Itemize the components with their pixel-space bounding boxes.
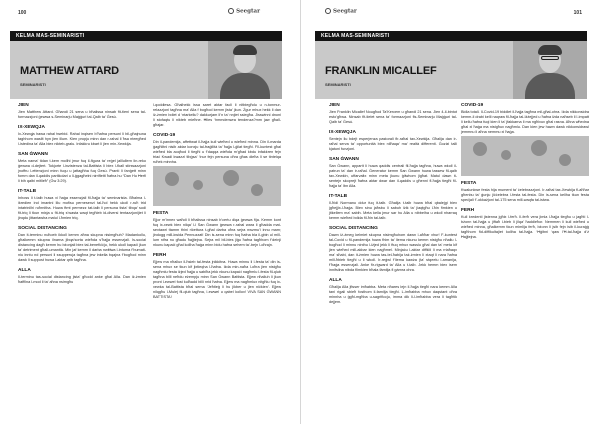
profile-header [10, 41, 282, 99]
section-heading: ALLA [18, 268, 31, 273]
section-heading: ALLA [329, 278, 342, 283]
section-paragraph: Meta nama’ tidan t-kem mollhi jmur fuq il-figura ta’ reġel jalllullern lin-reko ġewwa d-dejtert. Tokjorte l-inzistenza tal-Battista li biex l-fkall stinwazzjoni jnoffru l-ettenzjoni minn fuqu u jattagħha fuq Ġesù. Pranti li fanġett minn fomm dan il-qaddis partikolari u li-ġgagħelni nirrifletti ħafna hu “Dan Hu Ħerfi li bih qalbi mitlieħ” (Ġw 3:29). [18, 159, 146, 183]
magazine-logo [325, 8, 357, 15]
profile-role: SEMINARISTI [325, 82, 351, 87]
section-heading: SOCIAL DISTANCING [329, 226, 378, 231]
section-paragraph: Jien Franklin Micallef Nougħod Ta’Kercem u għandi 21 sena. Jien 4-il-bintot esto’għwa. Ninsab fit-tielet sena ta’ formazzjoni fis-Seminarju Maġġuri tal-Qalb ta’ Ġesù. [329, 110, 457, 124]
section-paragraph: San Ġwann, appartt li huwa qaddis centrali fil-ħajja tagħna, huwa wkoll il-patrun ta’ dan ir-raħal. Ġeneratur kemm San Ġwann huwa tassew fil-qalb tax-Xewkin, uffarvaltx minn meta jkunu ġilwhom jigħat. Matul dawn it-sentejn skoprejt ħafna aktar dwar dan il-qaddis u għenni fl-ħajja tiegħi fil-ħajja ta’ lbn Alla. [329, 164, 457, 188]
article-photo [461, 136, 589, 176]
section-heading: FERH [461, 208, 475, 213]
portrait-photo [513, 41, 587, 99]
section-heading: IT-TALB [329, 194, 348, 199]
logo-text: Seegtar [236, 8, 260, 15]
section-paragraph: Il-ħidi Normanu ddur fuq it-talb. Għalija t-talb huwa bħal qbalejgi biex jgħejjix-l-ħaġa. Biex sinu jaħsbu li sabuh iżik ta’ jiaqtgħu l-ħin fimkien u jitkellem ma’ sabih. Meta kella jmur sar hu Alla u nibbelha u wkoll nharraq kemm wieħed bdida fil-ħin tal-talb. [329, 201, 457, 220]
right-column-1 [329, 103, 457, 306]
section-paragraph: Dawn iż-żmeg kelmiet skupna nisimgħuhom dawn l-aħħar xhur! F-kuntest tal-Covid u fil-pandemija huwa fhim ta’ liema nkunu kemm nistgħu nħallu l-bogħod li minnu ninthu l-iżjed jekk li ftuq mhux wasslu għal dan ta’ meta kif jien wieħed mill-akbar kien nagħmel. Minjaċu l-aktar diffiċli li ma rriaħaqx ma’ sħabi, dan it-żmien huwa tas-tel-ħabija taż-żmien li xtaqt li nara ħafna mill-ħbieb tiegħi u li wkoll. Ir-reġwl f’liema kawża (ta’ stqeelu l-amanija, f’ħaġa essenzjali. Anke fir-rigward ta’ Alla u t-talb. Jekk hemm biex isem innifsilna nibda flimkien bħala fàmilja fi gàmra ohra. [329, 233, 457, 272]
section-paragraph: Dan it-terminu nuħoeb ikkoll kemm aħna skupna nisimgħuh? Madankollu, għalkemm skupna ilnarna jibqa’sorta wieħda s’ħajja essenzjali. Is-social distancing dagħ kemm hu bżonjali biex tal-benefiċċju, hekk ukoll kapaċi jkun ta’ detriment għall-umanità. Min jaf kemm il darba nwittwa l-intuma f’bumati-niu inntu nd persuni li ssupperuja tagħna jew inkella bqajna f’bogħod minn dawk li suppost huwa l-aktar qrib tagħna. [18, 233, 146, 262]
section-heading: FESTA [461, 181, 477, 186]
section-heading: SAN ĠWANN [329, 157, 359, 162]
section-paragraph: Ejjor m’innex waħdi li bħalissa ninsab b’certu diqa ġewwa fija. Kemm kont fuq ix-xewk biex nilqa’ l-l San Ġwann ġewwa r-rahal wara li għadda mat-sextawri ttamm thini riċettura t-għal darba oħra sejra nwzmu’i innu mam; jindogg mill-kwida Pennuzzat! Din is-sena minn fuq ħafna bla il-gbin ul mill-lum nifra nu għadu ħajjtejna. Sejra mil bil-bies jiġu ħafna tagħhom f’deinji nkunu kapaċi għal kollha ħaġa minn bidu hafna sehem ta’-bejn l-oħrajn. [153, 218, 281, 247]
section-paragraph: Kull kredenti jistenna jgħix l-ferħ. Il-ferħ vera jimla l-ħajja tiegħu u jagħti l-bżonn tal-ħajja u jiftaħ l-bieb li jilqa’ ħaddieħor. Nemmen li kull wieħed u wieħed minna, għalkemm tkun mimlija ferħ, bżonn li jsib fejn isib il-kuraġġ tagħhom fid-diffikultajiet kollha tal-ħajja. ‘Ħġibni ‘qaw l’Ħ-tal-ħajja d’ż Ħajjtejna. [461, 215, 589, 239]
logo-emblem-icon [325, 8, 331, 14]
logo-emblem-icon [228, 8, 234, 14]
section-paragraph: Ejjew ma nħallux il-ħsieb tal-festa jnikkitna. Huwa minnu li l-festa ta’ din is-sena mhux se tkun kif jixtieqha l-ħafna. Iżda min-naħa l-oħra jien nistgħu nagħmlu festa iżjed ħajja u sabiħa jekk nkunu kapaċi nagħmlu l-festa fil-qlub tagħna billi neħdu eżempju minn San Ġwann Battista. Ejjew nħalluh li jkun pront l-ewwel fost kulħadd billi nrid ħafna. Ejjew ma nagħmlux nitgħlu fuq ix-xewka tal-Battista bħal sema ‘Jeħtieġ li hu jikber u jien niċkien’. Ejjew nilqgħu l-Mulej fil-qlub tagħna, l-ewwel u qabel kollox! VIVA SAN ĠWANN BATTISTA! [153, 260, 281, 299]
section-heading: COVID-19 [461, 103, 484, 108]
page-number: 101 [573, 10, 582, 16]
page-number: 100 [18, 10, 27, 16]
section-heading: JIEN [329, 103, 340, 108]
section-paragraph: Kwalunkwe festa hija mument ta’ ċelebrazzjoni. Ir-raħal tax-Xewkija fl-aħħar għenbu ta’ ġunju jiċċelebra l-festa tal-festa. Din is-sena kellha tkun festa speċjali f’-okkażjoni tal-175 sena mill-waqfa tal-istwa. [461, 188, 589, 202]
section-paragraph: Din il-pandemija, affettwat il-ħajja kull wieħed u wieħed minna. Din il-marda ġagħlitni nisib aktar konxju tal-fraġilità ta’ ħajja l-ġilat tiegħi. Fil-kuntest għal wieħed bla aoqħod li tiegħi u f’daqqa wieħda m’għad kbdu infakkren fejn triaċ Kwadi kwazzi tibġsa’ ‘inur fejn persuna oħra għas dieħa li se tintelqa ruħek minnha. [153, 140, 281, 164]
section-heading: JIEN [18, 103, 29, 108]
section-paragraph: Bidla totali. Il-Covid-19 biddlet il-ħajja tagħna mil-għal-ohra. Iżda nikkonsidra kemm-il drabi kelli naqraw fil-ħajja tal-Iżżejjed u ħafna iżda naħseb li l-impatt li kellu ħafna fuqi kien li ta’ jfakkarna li ma ngħixux għal rasna. Aħna wħedna għal xi ħaġa ma nistgħux nagħmlu. Dan kien jew hawn dawk nikkonsidrawl jemmnu li aħna nemmu xi ħaġa. [461, 110, 589, 134]
section-heading: FESTA [153, 211, 169, 216]
profile-header [315, 41, 587, 99]
section-band: KELMA MAS-SEMINARISTI [10, 31, 282, 41]
section-heading: SOCIAL DISTANCING [18, 226, 67, 231]
section-heading: IX-XEWQJA [18, 125, 45, 130]
profile-name: FRANKLIN MICALLEF [325, 65, 437, 77]
section-heading: FERH [153, 253, 167, 258]
logo-text: Seegtar [333, 8, 357, 15]
section-heading: IT-TALB [18, 189, 37, 194]
section-band: KELMA MAS-SEMINARISTI [315, 31, 587, 41]
section-paragraph: l-qoddiesa. Għalhekk issa saret aktar facli li nitbiegħdu u n-tonmur-relazzjoni tagħna ma’ Alla f bogħod kemm jista’ jkun. Żgur mhux hekk li dan iż-żmien bdiet d ‘ntarkellu? dakkurjam li’n ta’ nnjiet ssiegħa. Jisswinni dnoni li stofaqtu li nikteb mieħne. Ħlies ‘hmmdenwra tendenza?mm jaw għall-għajar. [153, 103, 281, 127]
section-paragraph: Ix-Xewqja hawa rahal twebid. Rahal inqisen b’ħafna persuni li bil-għajnuna taghhom waslit hyn jien illum. Kien propju minn dan r-rahal li ħsa nteegħed l-istedina ta’ Alla biex nikteb-gralu. Infakkru kbart li jien min-Xewkija. [18, 132, 146, 146]
profile-role: SEMINARISTI [20, 82, 46, 87]
section-heading: SAN ĠWANN [18, 152, 48, 157]
portrait-photo [208, 41, 282, 99]
section-paragraph: Sentejn ilu bdejt esperjenza pastorali fir-raħal tax-Xewkija. Għalija dan ir-raħal serva ta’ opportunità biex nilħaqa’ ma’ realtà differenti. Ġozizi talli kjatuni funzjoni. [329, 137, 457, 151]
profile-name: MATTHEW ATTARD [20, 65, 119, 77]
left-column-1 [18, 103, 146, 286]
section-paragraph: Inhoss li t-talb huwa xi ħaġa essenzjali fil-ħajja ta’ seminarista. Bħalma l-ikredien ind imantni lilu mofisu pernesenzi tal-ħol hekk ukoll r-ruħ trid intatrinilhi ruħrnitha. Huwa ftmt permezz tat-talb li persuna tista’ tibqa’ sodi fit-triq li tkun mixja u fit-triq s’wasta waqt tegħleb id-diversi tentazzjonijiet li jinqdu jittantawha matul l-ħmien triq. [18, 196, 146, 220]
right-page [300, 0, 600, 424]
right-column-2 [461, 103, 589, 241]
left-column-2 [153, 103, 281, 301]
section-paragraph: Għalija Alla jfisser imħabba. Meta nħares lejn il-ħajja tiegħi nara kemm Alla tani rigali sbieħ fosthom il-familja tiegħi. L-imħabba mhux daqstant oħra minnha u ġgħi-mgħba u-sagrificcju, imma dik li-l-imħabba vera li tagħtik dejjem. [329, 285, 457, 304]
section-paragraph: Jien Matthew Attard. Għandi 21 sena u bħalissa ninsab fit-tieni sena tal-formazzjoni ġewwa s-Seminarju Maġġuri tal-Qalb ta’ Ġesù. [18, 110, 146, 119]
section-paragraph: Il-terminu tas-social distancing jista’ għodd anke għal Alla. Dan iż-żmien ħaffilna l-mod li ta’ aħna nsimgħu [18, 275, 146, 284]
magazine-logo [228, 8, 260, 15]
article-photo [153, 166, 281, 206]
section-heading: IX-XEWQJA [329, 130, 356, 135]
section-heading: COVID-19 [153, 133, 176, 138]
